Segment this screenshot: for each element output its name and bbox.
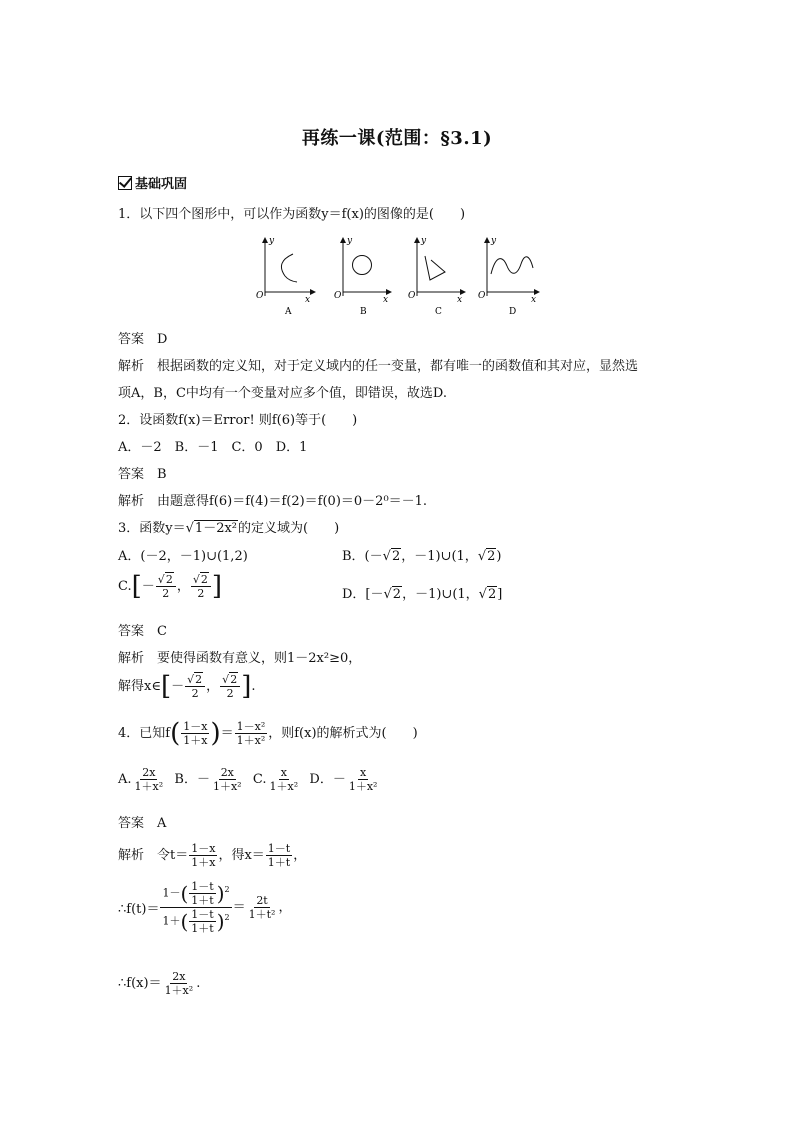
q4-fx-num: 2x — [172, 970, 186, 983]
question-4-fx: ∴f(x)＝ $\frac{2x}{\text{1＋x²}}$ . — [118, 970, 201, 997]
question-2-answer: 答案 B — [118, 467, 167, 482]
q4-stem-post: ，则f(x)的解析式为( ) — [268, 726, 418, 741]
graph-b-x-label: x — [383, 295, 389, 305]
graph-d-y-label: y — [491, 236, 497, 246]
q4-lhs-num: 1－x — [183, 720, 208, 733]
q4-x-den: 1＋t — [267, 856, 291, 869]
q3-b-mid: ，－1)∪(1， — [401, 549, 478, 564]
question-3-option-d: D．[－√2，－1)∪(1，√2] — [342, 587, 503, 602]
q4-t-num: 1－x — [191, 842, 216, 855]
page-title: 再练一课(范围：§3.1) — [301, 128, 493, 149]
q4-b-num: 2x — [220, 766, 234, 779]
q3-solve-num-2: 2 — [230, 673, 238, 686]
q4-x-num: 1－t — [267, 842, 291, 855]
q4-ft-bot-inner-num: 1－t — [191, 908, 214, 921]
question-4-ft: ∴f(t)＝ 1－( $\frac{1-t}{1+t}$ )$^2$ 1＋( $\frac{1-t}{1+t}$ )$^2$ ＝ $\frac{2t}{\text{1＋t²}}$ ， — [118, 880, 292, 935]
q4-c-label: C. — [252, 772, 267, 787]
question-3-option-b: B．(－√2，－1)∪(1，√2) — [342, 549, 502, 564]
q3-solve-num: 2 — [195, 673, 203, 686]
q4-a-label: A. — [118, 772, 132, 787]
q3-b-r2: 2 — [487, 549, 496, 564]
graph-b-y-label: y — [347, 236, 353, 246]
q3-c-num-2: 2 — [200, 573, 208, 586]
graph-a-y-label: y — [269, 236, 275, 246]
q3-b-r1: 2 — [391, 549, 401, 564]
graph-d-x-label: x — [531, 295, 537, 305]
q3-stem-post: 的定义域为( ) — [238, 521, 340, 536]
q4-ft-rhs-num: 2t — [256, 894, 268, 907]
question-4-stem: 4．已知f( $\frac{1-x}{1+x}$ )＝ $\frac{\text{1－x²}}{\text{1＋x²}}$ ，则f(x)的解析式为( ) — [118, 718, 418, 749]
question-3-option-a: A．(－2，－1)∪(1,2) — [118, 549, 248, 564]
q3-d-r1: 2 — [392, 587, 402, 602]
q4-analysis-mid: ，得x＝ — [218, 848, 265, 863]
graph-c-label: C — [435, 307, 442, 317]
q3-stem-pre: 3．函数y＝ — [118, 521, 186, 536]
graph-c-y-label: y — [421, 236, 427, 246]
q4-ft-bot-inner-den: 1＋t — [191, 922, 214, 935]
graph-c-origin: O — [408, 291, 416, 301]
q4-fx-den: 1＋x² — [164, 984, 194, 997]
q4-ft-bot-pre: 1＋ — [162, 914, 181, 928]
question-4-answer: 答案 A — [118, 816, 167, 831]
q3-solve-pre: 解得x∈ — [118, 679, 161, 694]
q4-ft-top-pre: 1－ — [162, 886, 181, 900]
question-3-solve: 解得x∈[－ $\frac{√2}{2}$ ， $\frac{√2}{2}$ ]. — [118, 671, 256, 702]
question-3-answer: 答案 C — [118, 624, 167, 639]
question-1-answer: 答案 D — [118, 332, 168, 347]
question-2-stem: 2．设函数f(x)＝Error! 则f(6)等于( ) — [118, 413, 358, 428]
graph-d-label: D — [509, 307, 517, 317]
q4-d-num: x — [360, 766, 367, 779]
q4-c-num: x — [280, 766, 287, 779]
graph-a-x-label: x — [305, 295, 311, 305]
question-2-options: A．－2 B．－1 C．0 D．1 — [118, 440, 308, 455]
q3-b-post: ) — [496, 549, 502, 564]
q3-c-num: 2 — [165, 573, 173, 586]
q4-a-den: 1＋x² — [134, 780, 164, 793]
q4-d-label: D．－ — [309, 772, 346, 787]
q3-c-label: C. — [118, 579, 132, 594]
question-4-analysis: 解析 令t＝ $\frac{1-x}{1+x}$ ，得x＝ $\frac{1-t}{1+t}$ ， — [118, 842, 307, 869]
question-3-stem: 3．函数y＝√1－2x²的定义域为( ) — [118, 521, 340, 536]
question-2-analysis: 解析 由题意得f(6)＝f(4)＝f(2)＝f(0)＝0－2⁰＝－1. — [118, 494, 428, 509]
graph-b-origin: O — [334, 291, 342, 301]
question-1-analysis-line-1: 解析 根据函数的定义知，对于定义域内的任一变量，都有唯一的函数值和其对应，显然选 — [118, 359, 639, 374]
q3-b-pre: B．(－ — [342, 549, 383, 564]
q4-b-den: 1＋x² — [212, 780, 242, 793]
question-3-analysis: 解析 要使得函数有意义，则1－2x²≥0， — [118, 651, 362, 666]
q3-d-r2: 2 — [487, 587, 497, 602]
q4-ft-top-inner-num: 1－t — [191, 880, 214, 893]
q4-ft-pre: ∴f(t)＝ — [118, 902, 160, 917]
q3-c-den: 2 — [162, 587, 170, 600]
graph-b-label: B — [360, 307, 367, 317]
q4-b-label: B．－ — [174, 772, 210, 787]
question-3-option-c: C.[－ $\frac{√2}{2}$ ， $\frac{√2}{2}$ ] — [118, 571, 222, 602]
q4-a-num: 2x — [142, 766, 156, 779]
q4-t-den: 1＋x — [191, 856, 216, 869]
q3-solve-den: 2 — [191, 687, 199, 700]
graph-a — [256, 236, 315, 317]
question-1-analysis-line-2: 项A，B，C中均有一个变量对应多个值，即错误，故选D. — [118, 386, 447, 401]
q4-ft-top-inner-den: 1＋t — [191, 894, 214, 907]
q4-lhs-den: 1＋x — [183, 734, 208, 747]
q3-radicand: 1－2x² — [194, 521, 238, 536]
graph-c-x-label: x — [457, 295, 463, 305]
q3-d-mid: ，－1)∪(1， — [402, 587, 479, 602]
graph-c — [408, 236, 465, 317]
graph-a-label: A — [285, 307, 292, 317]
q4-c-den: 1＋x² — [269, 780, 299, 793]
q4-analysis-pre: 解析 令t＝ — [118, 848, 189, 863]
question-4-options — [118, 766, 380, 793]
q3-d-post: ] — [497, 587, 503, 602]
graph-d — [478, 236, 539, 317]
graph-b — [334, 236, 391, 317]
question-1-stem: 1．以下四个图形中，可以作为函数y＝f(x)的图像的是( ) — [118, 207, 466, 222]
q4-ft-rhs-den: 1＋t² — [248, 908, 276, 921]
q4-stem-pre: 4．已知f — [118, 726, 171, 741]
graph-a-origin: O — [256, 291, 264, 301]
q3-solve-den-2: 2 — [226, 687, 234, 700]
question-1-graphs — [245, 232, 545, 320]
q4-rhs-num: 1－x² — [236, 720, 266, 733]
q4-rhs-den: 1＋x² — [236, 734, 266, 747]
q3-c-den-2: 2 — [197, 587, 205, 600]
section-label: 基础巩固 — [135, 177, 188, 192]
graph-d-origin: O — [478, 291, 486, 301]
checkbox-icon — [118, 176, 132, 190]
q4-fx-pre: ∴f(x)＝ — [118, 976, 162, 991]
q4-d-den: 1＋x² — [348, 780, 378, 793]
q3-d-pre: D．[－ — [342, 587, 384, 602]
section-heading — [118, 173, 187, 192]
